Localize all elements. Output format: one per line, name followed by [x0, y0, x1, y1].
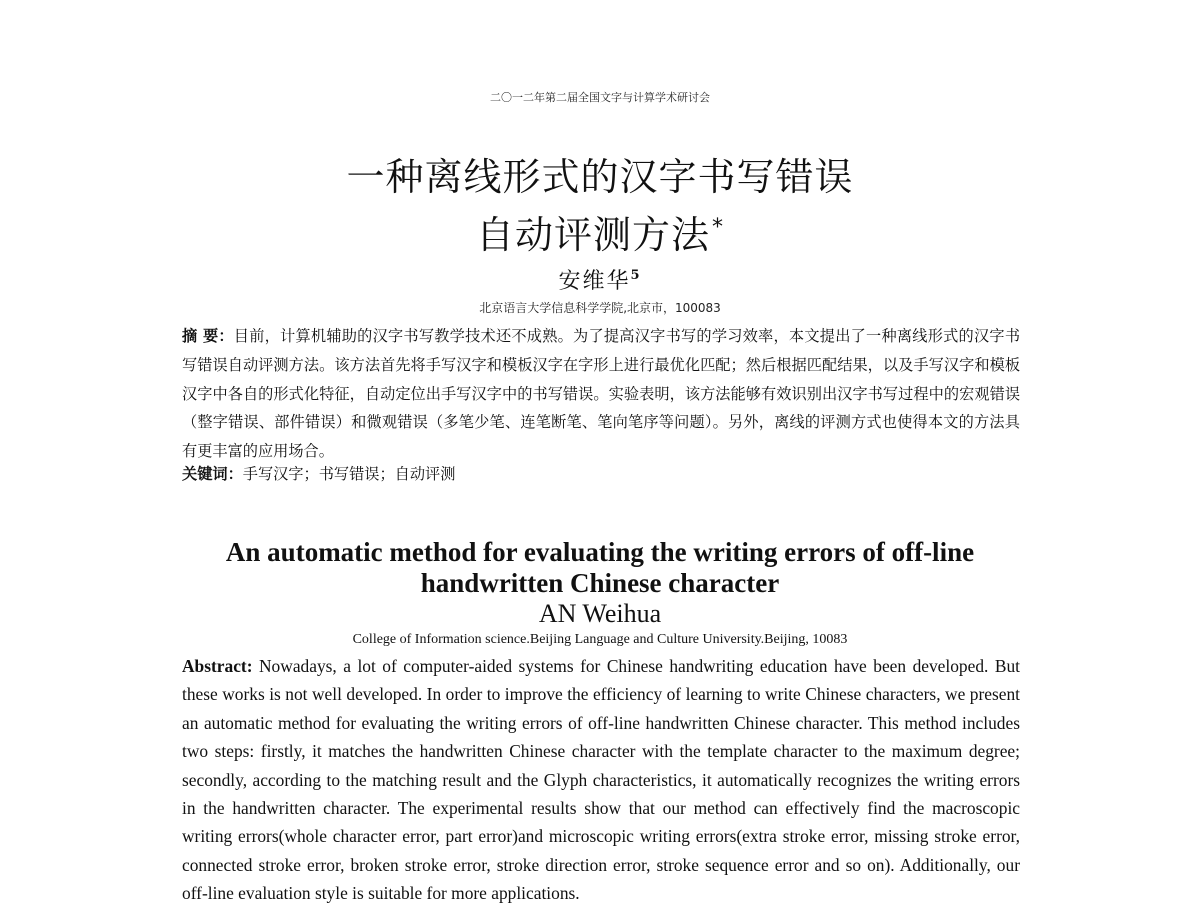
chinese-author-name: 安维华: [558, 269, 631, 294]
chinese-title-line-1: [0, 155, 1200, 199]
english-title: [0, 537, 1200, 599]
title-footnote-mark: *: [712, 215, 724, 240]
english-abstract-text: Nowadays, a lot of computer-aided systems for Chinese handwriting education have been developed. But these works is not well developed. In order to improve the efficiency of learning to write Chinese characters, we present an automatic method for evaluating the writing errors of off-line handwritten Chinese character. This method includes two steps: firstly, it matches the handwritten Chinese character with the template character to the maximum degree; secondly, according to the matching result and the Glyph characteristics, it automatically recognizes the writing errors in the handwritten character. The experimental results show that our method can effectively find the macroscopic writing errors(whole character error, part error)and microscopic writing errors(extra stroke error, missing stroke error, connected stroke error, broken stroke error, stroke direction error, stroke sequence error and so on). Additionally, our off-line evaluation style is suitable for more applications.: [182, 656, 1020, 904]
chinese-affiliation: 北京语言大学信息科学学院,北京市，100083: [479, 301, 721, 315]
conference-header: 二〇一二年第二届全国文字与计算学术研讨会: [490, 91, 710, 104]
chinese-abstract-text: 目前，计算机辅助的汉字书写教学技术还不成熟。为了提高汉字书写的学习效率，本文提出了一种离线形式的汉字书写错误自动评测方法。该方法首先将手写汉字和模板汉字在字形上进行最优化匹配；然后根据匹配结果，以及手写汉字和模板汉字中各自的形式化特征，自动定位出手写汉字中的书写错误。实验表明，该方法能够有效识别出汉字书写过程中的宏观错误（整字错误、部件错误）和微观错误（多笔少笔、连笔断笔、笔向笔序等问题）。另外，离线的评测方式也使得本文的方法具有更丰富的应用场合。: [182, 327, 1021, 461]
english-abstract-label: Abstract:: [182, 656, 253, 676]
author-footnote-mark: 5: [630, 268, 642, 283]
english-abstract: [182, 652, 1020, 908]
english-title-line-2: handwritten Chinese character: [420, 568, 780, 598]
chinese-keywords-label: 关键词：: [182, 465, 243, 483]
chinese-author: [0, 264, 1200, 295]
chinese-abstract: [182, 322, 1020, 466]
chinese-title-line-2: [0, 213, 1200, 257]
english-affiliation: College of Information science.Beijing Language and Culture University.Beijing, 10083: [352, 632, 848, 647]
chinese-keywords-text: 手写汉字；书写错误；自动评测: [242, 465, 456, 483]
chinese-abstract-label: 摘 要：: [182, 327, 234, 345]
chinese-title-line-2-text: 自动评测方法: [475, 213, 710, 257]
english-author: AN Weihua: [538, 599, 662, 628]
chinese-title-line-1-text: 一种离线形式的汉字书写错误: [346, 155, 854, 199]
english-title-line-1: An automatic method for evaluating the writing errors of off-line: [225, 537, 975, 567]
chinese-keywords: [182, 462, 1020, 486]
